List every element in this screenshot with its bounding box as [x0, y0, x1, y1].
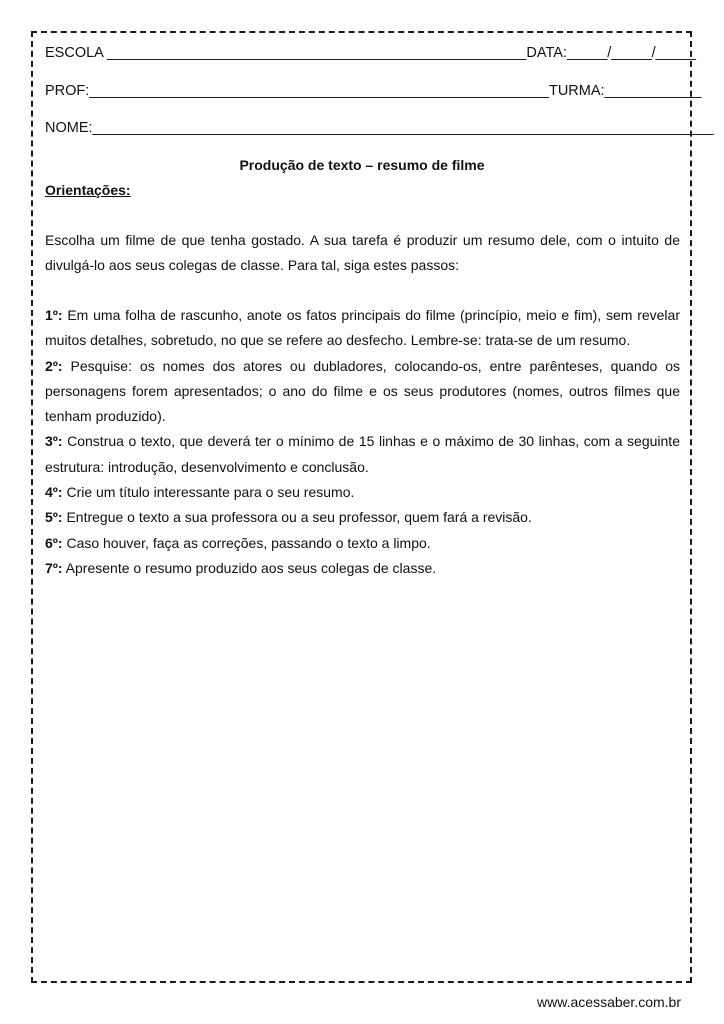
step-item	[45, 556, 680, 581]
page-title: Produção de texto – resumo de filme	[239, 157, 485, 173]
step-item	[45, 480, 680, 505]
step-number: 7º:	[45, 559, 63, 576]
step-text: Entregue o texto a sua professora ou a seu professor, quem fará a revisão.	[62, 509, 532, 526]
step-text: Pesquise: os nomes dos atores ou dubladores, colocando-os, entre parênteses, quando os personagens forem apresentados; o ano do filme e os seus produtores (nomes, outros filmes que tenham produzido).	[45, 357, 680, 425]
footer-url: www.acessaber.com.br	[537, 994, 681, 1010]
step-item	[45, 531, 680, 556]
escola-date-line: ESCOLA ____________________________________________________DATA:_____/_____/_____	[45, 45, 696, 61]
step-number: 5º:	[45, 509, 63, 526]
step-number: 1º:	[45, 307, 63, 323]
steps-list	[45, 303, 680, 581]
step-text: Construa o texto, que deverá ter o mínimo de 15 linhas e o máximo de 30 linhas, com a seguinte estrutura: introdução, desenvolvimento e conclusão.	[45, 433, 680, 475]
step-text: Em uma folha de rascunho, anote os fatos principais do filme (princípio, meio e fim), sem revelar muitos detalhes, sobretudo, no que se refere ao desfecho. Lembre-se: trata-se de um resumo.	[45, 307, 680, 349]
step-item	[45, 303, 680, 354]
step-text: Apresente o resumo produzido aos seus colegas de classe.	[62, 559, 437, 576]
step-number: 3º:	[45, 433, 63, 450]
step-number: 2º:	[45, 357, 63, 374]
step-number: 6º:	[45, 534, 63, 551]
step-item	[45, 354, 680, 430]
step-text: Crie um título interessante para o seu resumo.	[62, 484, 355, 501]
step-number: 4º:	[45, 484, 63, 501]
prof-turma-line: PROF:_________________________________________________________TURMA:____________	[45, 83, 702, 99]
step-item	[45, 429, 680, 480]
orientacoes-heading: Orientações:	[45, 182, 131, 198]
step-text: Caso houver, faça as correções, passando o texto a limpo.	[62, 534, 431, 551]
intro-paragraph: Escolha um filme de que tenha gostado. A sua tarefa é produzir um resumo dele, com o intuito de divulgá-lo aos seus colegas de classe. Para tal, siga estes passos:	[45, 232, 680, 274]
step-item	[45, 505, 680, 530]
nome-line: NOME:_____________________________________________________________________________	[45, 120, 714, 136]
